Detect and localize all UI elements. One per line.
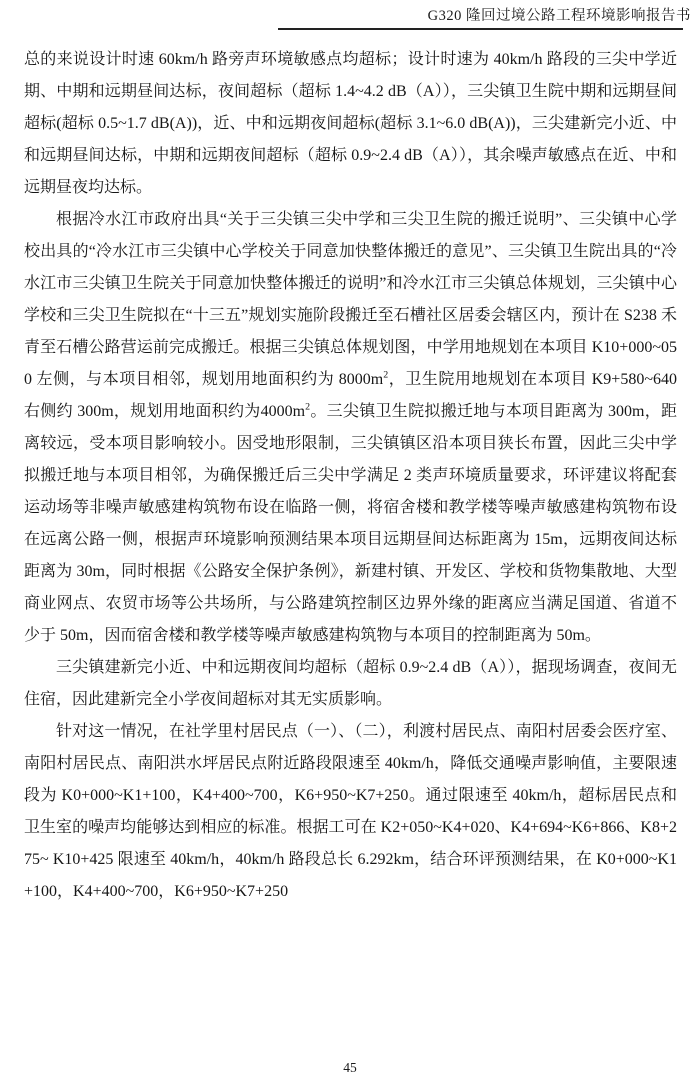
paragraph-relocation-plan bbox=[24, 204, 677, 652]
paragraph-relocation-text: ，卫生院用地规划在本项目 K9+580~640 右侧约 300m，规划用地面积约为4000m bbox=[24, 371, 677, 420]
page-footer bbox=[0, 1060, 700, 1076]
paragraph-speed-limit: 针对这一情况，在社学里村居民点（一）、（二），利渡村居民点、南阳村居委会医疗室、南阳村居民点、南阳洪水坪居民点附近路段限速至 40km/h，降低交通噪声影响值，主要限速段为 K0+000~K1+100，K4+400~700，K6+950~K7+250。通过限速至 40km/h，超标居民点和卫生室的噪声均能够达到相应的标准。根据工可在 K2+050~K4+020、K4+694~K6+866、K8+275~ K10+425 限速至 40km/h，40km/h 路段总长 6.292km，结合环评预测结果，在 K0+000~K1+100，K4+400~700，K6+950~K7+250 bbox=[24, 723, 677, 900]
paragraph-relocation-text: 根据冷水江市政府出具“关于三尖镇三尖中学和三尖卫生院的搬迁说明”、三尖镇中心学校出具的“冷水江市三尖镇中心学校关于同意加快整体搬迁的意见”、三尖镇卫生院出具的“冷水江市三尖镇卫生院关于同意加快整体搬迁的说明”和冷水江市三尖镇总体规划，三尖镇中心学校和三尖卫生院拟在“十三五”规划实施阶段搬迁至石槽社区居委会辖区内，预计在 S238 禾青至石槽公路营运前完成搬迁。根据三尖镇总体规划图，中学用地规划在本项目 K10+000~050 左侧，与本项目相邻，规划用地面积约为 8000m bbox=[24, 211, 677, 388]
document-body bbox=[24, 44, 677, 908]
header-title: G320 隆回过境公路工程环境影响报告书 bbox=[427, 8, 691, 24]
page-header bbox=[0, 0, 700, 30]
page-number: 45 bbox=[343, 1060, 357, 1075]
superscript-square-meter: 2 bbox=[305, 401, 311, 413]
paragraph-noise-summary: 总的来说设计时速 60km/h 路旁声环境敏感点均超标；设计时速为 40km/h 路段的三尖中学近期、中期和远期昼间达标，夜间超标（超标 1.4~4.2 dB（A）），三尖镇卫生院中期和远期昼间超标(超标 0.5~1.7 dB(A))，近、中和远期夜间超标(超标 3.1~6.0 dB(A))，三尖建新完小近、中和远期昼间达标，中期和远期夜间超标（超标 0.9~2.4 dB（A）），其余噪声敏感点在近、中和远期昼夜均达标。 bbox=[24, 51, 677, 196]
paragraph-school-night-noise: 三尖镇建新完小近、中和远期夜间均超标（超标 0.9~2.4 dB（A）），据现场调查，夜间无住宿，因此建新完全小学夜间超标对其无实质影响。 bbox=[24, 659, 677, 708]
paragraph-relocation-text: 。三尖镇卫生院拟搬迁地与本项目距离为 300m，距离较远，受本项目影响较小。因受地形限制，三尖镇镇区沿本项目狭长布置，因此三尖中学拟搬迁地与本项目相邻，为确保搬迁后三尖中学满足 2 类声环境质量要求，环评建议将配套运动场等非噪声敏感建构筑物布设在临路一侧，将宿舍楼和教学楼等噪声敏感建构筑物布设在远离公路一侧，根据声环境影响预测结果本项目远期昼间达标距离为 15m，远期夜间达标距离为 30m，同时根据《公路安全保护条例》，新建村镇、开发区、学校和货物集散地、大型商业网点、农贸市场等公共场所，与公路建筑控制区边界外缘的距离应当满足国道、省道不少于 50m，因而宿舍楼和教学楼等噪声敏感建构筑物与本项目的控制距离为 50m。 bbox=[24, 403, 677, 644]
superscript-square-meter: 2 bbox=[383, 369, 389, 381]
header-rule bbox=[278, 28, 683, 30]
